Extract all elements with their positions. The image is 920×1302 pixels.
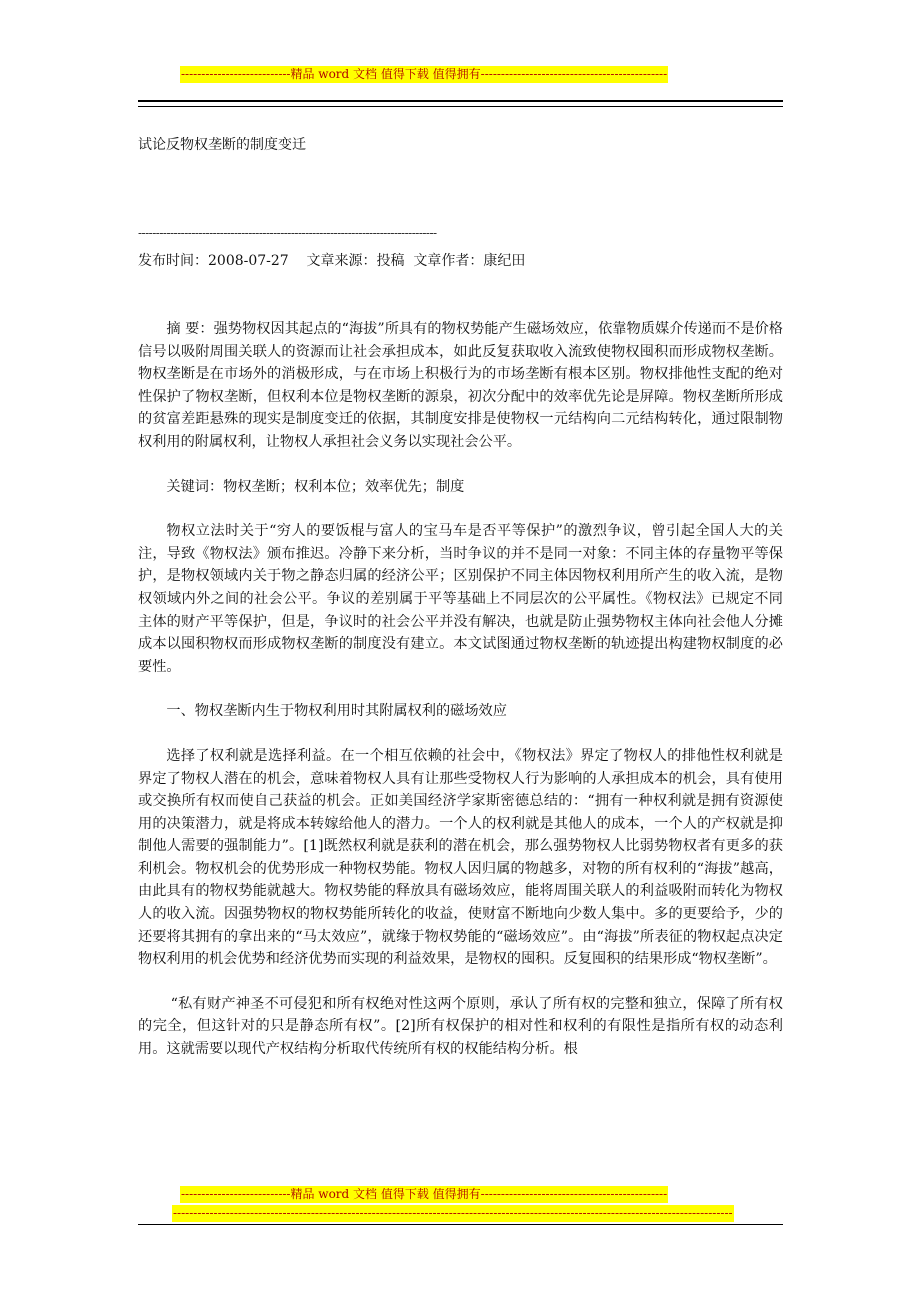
abstract-paragraph: 摘 要：强势物权因其起点的“海拔”所具有的物权势能产生磁场效应，依靠物质媒介传递而不是价格信号以吸附周围关联人的资源而让社会承担成本，如此反复获取收入流致使物权囤积而形成物权垄断。物权垄断是在市场外的消极形成，与在市场上积极行为的市场垄断有根本区别。物权排他性支配的绝对性保护了物权垄断，但权利本位是物权垄断的源泉，初次分配中的效率优先论是屏障。物权垄断所形成的贫富差距悬殊的现实是制度变迁的依据，其制度安排是使物权一元结构向二元结构转化，通过限制物权利用的附属权利，让物权人承担社会义务以实现社会公平。 [138,321,783,450]
article-meta: 发布时间：2008-07-27 文章来源：投稿 文章作者：康纪田 [138,253,526,269]
footer-rule [138,1224,783,1225]
body-paragraph: 物权立法时关于“穷人的要饭棍与富人的宝马车是否平等保护”的激烈争议，曾引起全国人大的关注，导致《物权法》颁布推迟。冷静下来分析，当时争议的并不是同一对象：不同主体的存量物平等保护，是物权领域内关于物之静态归属的经济公平；区别保护不同主体因物权利用所产生的收入流，是物权领域内外之间的社会公平。争议的差别属于平等基础上不同层次的公平属性。《物权法》已规定不同主体的财产平等保护，但是，争议时的社会公平并没有解决，也就是防止强势物权主体向社会他人分摊成本以囤积物权而形成物权垄断的制度没有建立。本文试图通过物权垄断的轨迹提出构建物权制度的必要性。 [138,523,783,675]
body-paragraph: “私有财产神圣不可侵犯和所有权绝对性这两个原则，承认了所有权的完整和独立，保障了所有权的完全，但这针对的只是静态所有权”。[2]所有权保护的相对性和权利的有限性是指所有权的动态利用。这就需要以现代产权结构分析取代传统所有权的权能结构分析。根 [138,995,783,1058]
keywords-paragraph: 关键词：物权垄断；权利本位；效率优先；制度 [166,478,465,495]
body-paragraph: 选择了权利就是选择利益。在一个相互依赖的社会中，《物权法》界定了物权人的排他性权利就是界定了物权人潜在的机会，意味着物权人具有让那些受物权人行为影响的人承担成本的机会，具有使用或交换所有权而使自己获益的机会。正如美国经济学家斯密德总结的：“拥有一种权利就是拥有资源使用的决策潜力，就是将成本转嫁给他人的潜力。一个人的权利就是其他人的成本，一个人的产权就是抑制他人需要的强制能力”。[1]既然权利就是获利的潜在机会，那么强势物权人比弱势物权者有更多的获利机会。物权机会的优势形成一种物权势能。物权人因归属的物越多，对物的所有权利的“海拔”越高，由此具有的物权势能就越大。物权势能的释放具有磁场效应，能将周围关联人的利益吸附而转化为物权人的收入流。因强势物权的物权势能所转化的收益，使财富不断地向少数人集中。多的更要给予，少的还要将其拥有的拿出来的“马太效应”，就缘于物权势能的“磁场效应”。由“海拔”所表征的物权起点决定物权利用的机会优势和经济优势而实现的利益效果，是物权的囤积。反复囤积的结果形成“物权垄断”。 [138,747,783,968]
footer-banner-dashes: ------------------------------------------------------------------------------------------------------------------------------------------ [173,1206,733,1220]
article-body [138,318,783,1083]
header-banner: ---------------------------精品 word 文档 值得下载 值得拥有---------------------------------------------- [181,67,668,81]
document-title: 试论反物权垄断的制度变迁 [138,137,306,153]
header-rule-bottom [138,106,783,107]
header-rule-top [138,100,783,102]
section-heading: 一、物权垄断内生于物权利用时其附属权利的磁场效应 [166,703,507,720]
separator-line: ------------------------------------------------------------------------------------ [138,226,437,240]
footer-banner: ---------------------------精品 word 文档 值得下载 值得拥有---------------------------------------------- [181,1187,668,1201]
